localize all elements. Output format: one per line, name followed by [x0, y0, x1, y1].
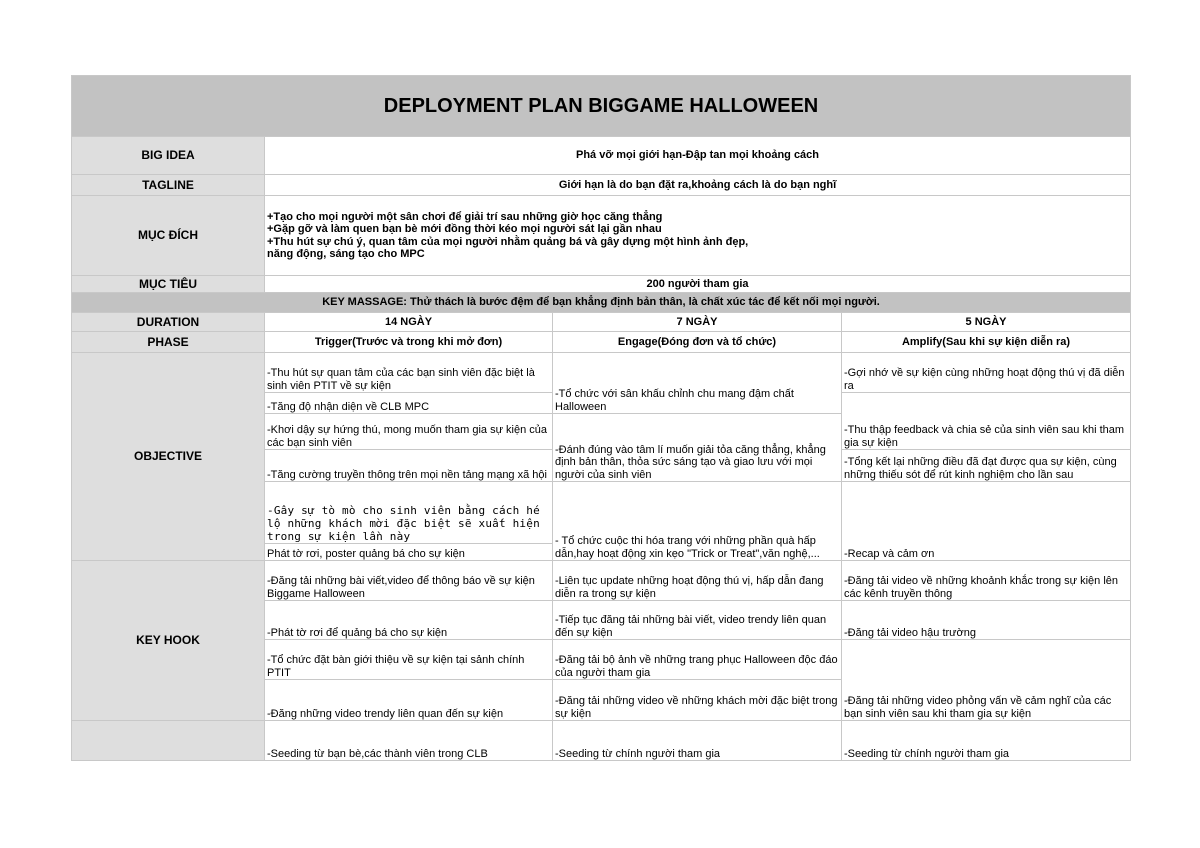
objective-engage-item: - Tổ chức cuộc thi hóa trang với những phần quà hấp dẫn,hay hoạt động xin kẹo "Trick or Treat",văn nghệ,...: [553, 482, 842, 561]
purpose-line: năng động, sáng tạo cho MPC: [267, 248, 425, 260]
objective-trigger-item: -Gây sự tò mò cho sinh viên bằng cách hé lộ những khách mời đặc biệt sẽ xuất hiện trong sự kiện lần này: [265, 482, 553, 544]
purpose-label: MỤC ĐÍCH: [72, 196, 265, 276]
key-hook-amplify-item: -Đăng tải video về những khoảnh khắc trong sự kiện lên các kênh truyền thông: [842, 561, 1131, 601]
duration-trigger: 14 NGÀY: [265, 313, 553, 332]
objective-trigger-item: -Khơi dậy sự hứng thú, mong muốn tham gia sự kiện của các bạn sinh viên: [265, 414, 553, 450]
deployment-plan-table: [71, 75, 1131, 761]
key-hook-trigger-item: -Đăng những video trendy liên quan đến sự kiện: [265, 680, 553, 721]
key-hook-trigger-item: -Phát tờ rơi để quảng bá cho sự kiện: [265, 601, 553, 640]
objective-trigger-item: -Tăng cường truyền thông trên mọi nền tảng mạng xã hội: [265, 450, 553, 482]
target-value: 200 người tham gia: [265, 276, 1131, 293]
key-hook-trigger-item: -Đăng tải những bài viết,video để thông báo về sự kiện Biggame Halloween: [265, 561, 553, 601]
seeding-amplify: -Seeding từ chính người tham gia: [842, 721, 1131, 761]
key-hook-trigger-item: -Tổ chức đặt bàn giới thiệu về sự kiện tại sảnh chính PTIT: [265, 640, 553, 680]
page-title: DEPLOYMENT PLAN BIGGAME HALLOWEEN: [72, 76, 1131, 137]
objective-trigger-item: -Thu hút sự quan tâm của các bạn sinh viên đặc biệt là sinh viên PTIT về sự kiện: [265, 353, 553, 393]
phase-amplify: Amplify(Sau khi sự kiện diễn ra): [842, 332, 1131, 353]
objective-engage-item: -Đánh đúng vào tâm lí muốn giải tỏa căng thẳng, khẳng định bản thân, thỏa sức sáng tạo và giao lưu với mọi người của sinh viên: [553, 414, 842, 482]
duration-engage: 7 NGÀY: [553, 313, 842, 332]
phase-trigger: Trigger(Trước và trong khi mở đơn): [265, 332, 553, 353]
key-message: KEY MASSAGE: Thử thách là bước đệm để bạn khẳng định bản thân, là chất xúc tác để kết nối mọi người.: [72, 293, 1131, 313]
purpose-line: +Tạo cho mọi người một sân chơi để giải trí sau những giờ học căng thẳng: [267, 210, 663, 223]
key-hook-engage-item: -Tiếp tục đăng tải những bài viết, video trendy liên quan đến sự kiện: [553, 601, 842, 640]
seeding-engage: -Seeding từ chính người tham gia: [553, 721, 842, 761]
seeding-label: [72, 721, 265, 761]
objective-amplify-item: -Tổng kết lại những điều đã đạt được qua sự kiện, cùng những thiếu sót để rút kinh nghiệm cho lần sau: [842, 450, 1131, 482]
objective-amplify-item: -Gợi nhớ về sự kiện cùng những hoạt động thú vị đã diễn ra: [842, 353, 1131, 393]
objective-engage-item: -Tổ chức với sân khấu chỉnh chu mang đậm chất Halloween: [553, 353, 842, 414]
purpose-line: +Thu hút sự chú ý, quan tâm của mọi người nhằm quảng bá và gây dựng một hình ảnh đẹp,: [267, 235, 749, 248]
key-hook-engage-item: -Đăng tải những video về những khách mời đặc biệt trong sự kiện: [553, 680, 842, 721]
seeding-trigger: -Seeding từ bạn bè,các thành viên trong CLB: [265, 721, 553, 761]
purpose-value: [265, 196, 1131, 276]
objective-trigger-item: Phát tờ rơi, poster quảng bá cho sự kiện: [265, 544, 553, 561]
phase-engage: Engage(Đóng đơn và tổ chức): [553, 332, 842, 353]
target-label: MỤC TIÊU: [72, 276, 265, 293]
objective-amplify-item: -Recap và cảm ơn: [842, 482, 1131, 561]
key-hook-amplify-item: -Đăng tải video hậu trường: [842, 601, 1131, 640]
key-hook-amplify-item: -Đăng tải những video phỏng vấn về cảm nghĩ của các bạn sinh viên sau khi tham gia sự kiện: [842, 640, 1131, 721]
objective-amplify-item: -Thu thập feedback và chia sẻ của sinh viên sau khi tham gia sự kiện: [842, 393, 1131, 450]
duration-label: DURATION: [72, 313, 265, 332]
big-idea-label: BIG IDEA: [72, 137, 265, 175]
duration-amplify: 5 NGÀY: [842, 313, 1131, 332]
objective-label: OBJECTIVE: [72, 353, 265, 561]
tagline-value: Giới hạn là do bạn đặt ra,khoảng cách là do bạn nghĩ: [265, 175, 1131, 196]
big-idea-value: Phá vỡ mọi giới hạn-Đập tan mọi khoảng cách: [265, 137, 1131, 175]
tagline-label: TAGLINE: [72, 175, 265, 196]
key-hook-engage-item: -Liên tục update những hoạt động thú vị, hấp dẫn đang diễn ra trong sự kiện: [553, 561, 842, 601]
key-hook-engage-item: -Đăng tải bộ ảnh về những trang phục Halloween độc đáo của người tham gia: [553, 640, 842, 680]
key-hook-label: KEY HOOK: [72, 561, 265, 721]
purpose-line: +Gặp gỡ và làm quen bạn bè mới đồng thời kéo mọi người sát lại gần nhau: [267, 223, 662, 235]
objective-trigger-item: -Tăng độ nhận diện về CLB MPC: [265, 393, 553, 414]
phase-label: PHASE: [72, 332, 265, 353]
